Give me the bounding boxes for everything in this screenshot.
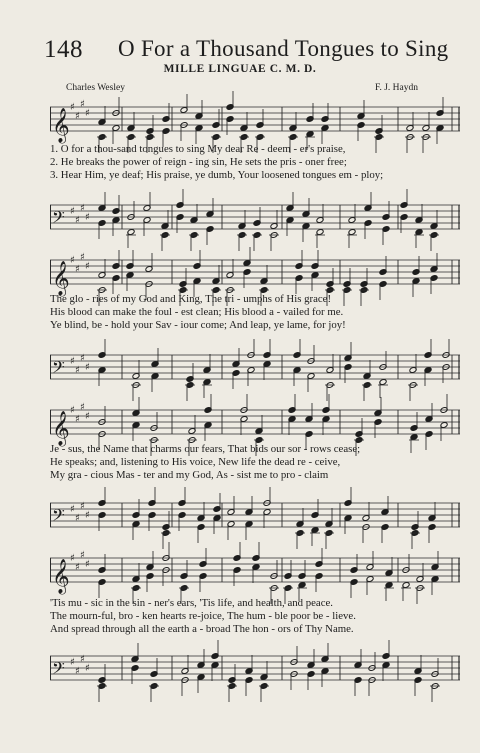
sharp-icon: ♯ — [75, 365, 80, 376]
lyric-line: 1. O for a thou-sand tongues to sing My dear Re - deem - er's praise, — [50, 143, 346, 155]
sharp-icon: ♯ — [85, 559, 90, 570]
sharp-icon: ♯ — [80, 550, 85, 561]
treble-clef-icon: 𝄞 — [52, 411, 70, 446]
lyric-line: And spread through all the earth a - broad The hon - ors of Thy Name. — [50, 623, 354, 635]
author-credit: Charles Wesley — [66, 83, 125, 93]
hymn-title: O For a Thousand Tongues to Sing — [118, 36, 449, 61]
treble-clef-icon: 𝄞 — [52, 261, 70, 296]
lyric-line: The glo - ries of my God and King, The tri - umphs of His grace! — [50, 293, 332, 305]
sharp-icon: ♯ — [85, 663, 90, 674]
tune-name: MILLE LINGUAE C. M. D. — [163, 63, 317, 75]
treble-staff-1 — [50, 99, 460, 143]
lyric-line: He speaks; and, listening to His voice, New life the dead re - ceive, — [50, 456, 341, 468]
treble-clef-icon: 𝄞 — [52, 559, 70, 594]
sharp-icon: ♯ — [80, 99, 85, 110]
bass-clef-icon: 𝄢 — [52, 658, 65, 682]
sharp-icon: ♯ — [80, 402, 85, 413]
sharp-icon: ♯ — [80, 203, 85, 214]
sharp-icon: ♯ — [75, 264, 80, 275]
bass-staff-4 — [50, 650, 460, 686]
sharp-icon: ♯ — [75, 562, 80, 573]
bass-clef-icon: 𝄢 — [52, 357, 65, 381]
sharp-icon: ♯ — [80, 501, 85, 512]
composer-credit: F. J. Haydn — [374, 83, 418, 93]
sharp-icon: ♯ — [85, 362, 90, 373]
lyric-line: 'Tis mu - sic in the sin - ner's ears, 'Tis life, and health, and peace. — [50, 597, 334, 609]
bass-clef-icon: 𝄢 — [52, 207, 65, 231]
lyric-line: The mourn-ful, bro - ken hearts re-joice, The hum - ble poor be - lieve. — [50, 610, 356, 622]
hymn-number: 148 — [44, 36, 83, 63]
lyric-line: My gra - cious Mas - ter and my God, As - sist me to pro - claim — [50, 469, 329, 481]
sharp-icon: ♯ — [70, 553, 75, 564]
bass-staff-1 — [50, 199, 460, 235]
sharp-icon: ♯ — [75, 666, 80, 677]
sharp-icon: ♯ — [80, 353, 85, 364]
sharp-icon: ♯ — [70, 102, 75, 113]
lyric-line: 3. Hear Him, ye deaf; His praise, ye dumb, Your loosened tongues em - ploy; — [50, 169, 384, 181]
treble-clef-icon: 𝄞 — [52, 108, 70, 143]
sharp-icon: ♯ — [75, 414, 80, 425]
bass-staff-2 — [50, 349, 460, 385]
lyric-line: 2. He breaks the power of reign - ing sin, He sets the pris - oner free; — [50, 156, 347, 168]
sharp-icon: ♯ — [75, 111, 80, 122]
sharp-icon: ♯ — [75, 215, 80, 226]
lyric-line: Je - sus, the Name that charms our fears, That bids our sor - rows cease; — [50, 443, 361, 455]
treble-staff-4 — [50, 550, 460, 594]
lyric-line: His blood can make the foul - est clean; His blood a - vailed for me. — [50, 306, 344, 318]
sharp-icon: ♯ — [70, 504, 75, 515]
sharp-icon: ♯ — [75, 513, 80, 524]
sharp-icon: ♯ — [70, 657, 75, 668]
bass-staff-3 — [50, 497, 460, 533]
treble-staff-3 — [50, 402, 460, 446]
sharp-icon: ♯ — [85, 212, 90, 223]
sharp-icon: ♯ — [70, 255, 75, 266]
sharp-icon: ♯ — [70, 405, 75, 416]
treble-staff-2 — [50, 252, 460, 296]
sharp-icon: ♯ — [70, 356, 75, 367]
lyric-line: Ye blind, be - hold your Sav - iour come; And leap, ye lame, for joy! — [50, 319, 346, 331]
sharp-icon: ♯ — [85, 411, 90, 422]
sharp-icon: ♯ — [80, 252, 85, 263]
sharp-icon: ♯ — [80, 654, 85, 665]
bass-clef-icon: 𝄢 — [52, 505, 65, 529]
sharp-icon: ♯ — [85, 510, 90, 521]
sharp-icon: ♯ — [85, 108, 90, 119]
sharp-icon: ♯ — [85, 261, 90, 272]
sharp-icon: ♯ — [70, 206, 75, 217]
